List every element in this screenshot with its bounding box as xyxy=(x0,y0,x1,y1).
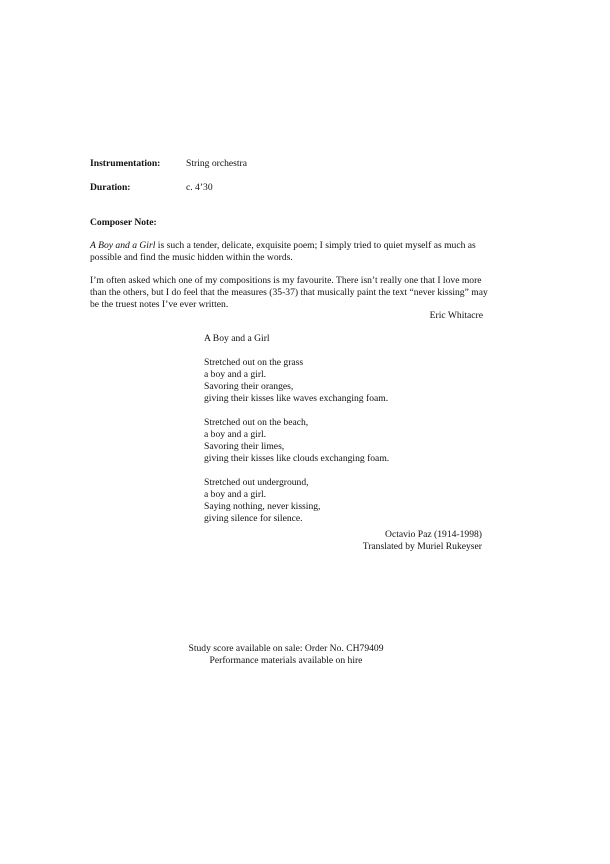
instrumentation-label: Instrumentation: xyxy=(90,158,161,169)
poem-credits xyxy=(363,529,482,553)
poem-stanza-3 xyxy=(204,477,494,525)
composer-note-heading: Composer Note: xyxy=(90,217,157,228)
poem-line: giving silence for silence. xyxy=(204,513,303,524)
composer-signature: Eric Whitacre xyxy=(429,310,483,321)
poem-author: Octavio Paz (1914-1998) xyxy=(385,529,482,540)
performance-materials-note: Performance materials available on hire xyxy=(209,655,363,666)
composer-note-paragraph-2: I’m often asked which one of my compositions is my favourite. There isn’t really one that I love more than the others, but I do feel that the measures (35-37) that musically paint the text “never kissing” may be the truest notes I’ve ever written. xyxy=(90,275,488,310)
poem-translator: Translated by Muriel Rukeyser xyxy=(362,541,482,552)
instrumentation-value: String orchestra xyxy=(186,158,248,169)
poem-line: Stretched out on the grass xyxy=(204,357,304,368)
study-score-note: Study score available on sale: Order No. CH79409 xyxy=(188,643,384,654)
poem-line: Savoring their limes, xyxy=(204,441,285,452)
poem-stanza-1 xyxy=(204,357,494,405)
poem xyxy=(204,333,494,537)
composer-note-paragraph-1 xyxy=(90,240,498,264)
poem-title-italic: A Boy and a Girl xyxy=(90,240,156,251)
duration-label: Duration: xyxy=(90,182,131,193)
poem-line: Savoring their oranges, xyxy=(204,381,294,392)
poem-title: A Boy and a Girl xyxy=(204,333,270,344)
poem-line: a boy and a girl. xyxy=(204,489,267,500)
composer-note-paragraph-1-text: is such a tender, delicate, exquisite poem; I simply tried to quiet myself as much as possible and find the music hidden within the words. xyxy=(90,240,476,263)
duration-field xyxy=(90,182,213,194)
poem-line: a boy and a girl. xyxy=(204,429,267,440)
poem-line: giving their kisses like clouds exchanging foam. xyxy=(204,453,390,464)
poem-line: Stretched out underground, xyxy=(204,477,309,488)
poem-line: a boy and a girl. xyxy=(204,369,267,380)
instrumentation-field xyxy=(90,158,247,170)
duration-value: c. 4’30 xyxy=(186,182,213,193)
footer-notes xyxy=(0,643,572,667)
poem-line: Stretched out on the beach, xyxy=(204,417,309,428)
poem-stanza-2 xyxy=(204,417,494,465)
poem-line: Saying nothing, never kissing, xyxy=(204,501,321,512)
poem-line: giving their kisses like waves exchanging foam. xyxy=(204,393,389,404)
